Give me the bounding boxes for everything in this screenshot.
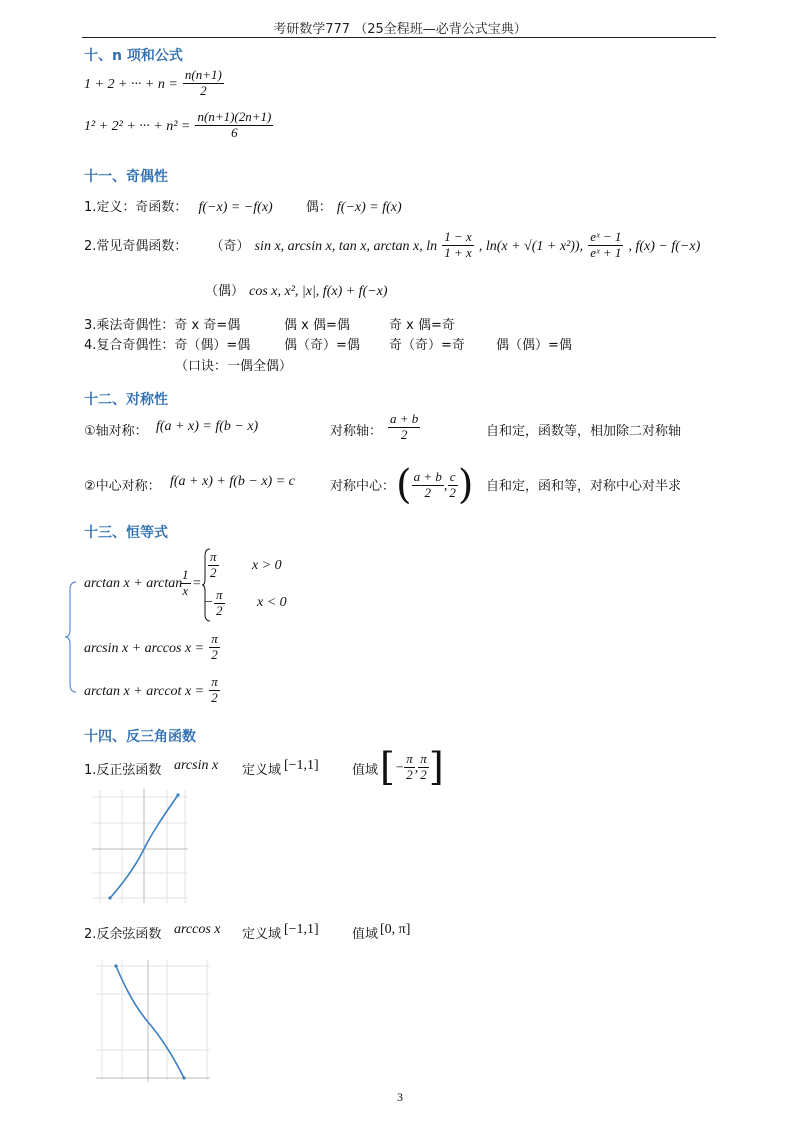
center-note: 自和定，函和等，对称中心对半求 [486,479,682,494]
odd-tag: （奇） [210,238,250,254]
odd-frac1-den: 1 + x [444,244,472,260]
comp-label: 4.复合奇偶性： [84,338,175,353]
id3-frac [209,675,220,706]
sum-formula-2 [84,110,273,141]
parity-definition [84,196,402,216]
identity-arctan-arccot [84,675,220,706]
id1-case2-frac [214,588,225,619]
sec11-title: 十一、奇偶性 [84,169,168,185]
acos-range-label: 值域 [352,927,379,942]
asin-range-label: 值域 [352,763,379,778]
def-even-label: 偶： [305,200,332,215]
paren-close: ) [457,462,474,508]
odd-list: sin x, arcsin x, tan x, arctan x, ln [254,238,438,254]
center-num1: a + b [413,468,442,484]
odd-frac2 [588,230,623,261]
common-even-functions [205,280,388,300]
axis-note: 自和定，函数等，相加除二对称轴 [486,424,682,439]
axis-sym-label: 对称轴： [330,424,383,439]
axis-label: ①轴对称： [84,424,148,439]
paren-open: ( [396,462,412,508]
asin-range-minus: − [394,760,405,776]
acos-range: [0, π] [380,922,411,937]
arccos-endpoint-left [114,964,117,967]
def-label: 1.定义：奇函数： [84,200,188,215]
acos-fn: arccos x [174,922,221,937]
id1-c2-sign: − [204,595,214,610]
center-comma: , [443,478,448,494]
common-odd-functions [84,230,700,261]
sum-formula-1 [84,68,224,99]
mul-1: 奇 x 奇=偶 [174,318,241,333]
center-point [396,462,474,508]
id2-lhs: arcsin x + arccos x = [84,640,205,656]
def-odd: f(−x) = −f(x) [198,200,273,215]
id1-c1-num: π [210,549,217,564]
asin-range-frac2 [418,752,429,783]
bracket-close: ] [428,745,444,789]
sec13-title: 十三、恒等式 [84,525,168,541]
odd-frac2-den: eˣ + 1 [590,244,622,260]
composition-parity [84,334,704,353]
arccos-curve [116,966,184,1078]
asin-domain-label: 定义域 [242,763,282,778]
identity-arcsin-arccos [84,632,220,663]
sec10-title: 十、n 项和公式 [84,48,183,64]
asin-range-num2: π [420,750,427,766]
odd-tail: , f(x) − f(−x) [628,238,701,254]
center-symmetry [84,462,714,509]
asin-range [380,745,444,789]
asin-range-comma: , [414,760,419,776]
comp-3: 奇（奇）=奇 [389,338,465,353]
asin-range-den1: 2 [406,766,413,782]
arccos-endpoint-right [182,1076,185,1079]
header-rule [82,37,716,38]
mul-2: 偶 x 偶=偶 [284,318,350,333]
sum2-lhs: 1² + 2² + ··· + n² = [84,118,191,134]
odd-frac1-num: 1 − x [444,229,472,244]
id1-c1-den: 2 [210,564,217,580]
page-header: 考研数学777 （25全程班—必背公式宝典） [273,22,527,37]
mnemonic: （口诀：一偶全偶） [175,359,293,374]
mul-3: 奇 x 偶=奇 [389,318,455,333]
sum2-num: n(n+1)(2n+1) [197,109,272,124]
asin-label: 1.反正弦函数 [84,763,162,778]
arccos-grid [96,960,210,1080]
id1-c2-cond: x < 0 [257,595,287,610]
comp-1: 奇（偶）=偶 [174,338,251,353]
sum1-num: n(n+1) [184,67,222,82]
acos-domain-label: 定义域 [242,927,282,942]
bracket-open: [ [380,745,395,789]
comp-2: 偶（奇）=偶 [284,338,360,353]
id1-frac-den: x [182,582,189,598]
arcsin-info [84,745,504,789]
id1-c2-num: π [216,587,223,602]
acos-label: 2.反余弦函数 [84,927,162,942]
center-den1: 2 [424,484,431,500]
axis-num: a + b [390,411,419,426]
id3-lhs: arctan x + arccot x = [84,683,205,699]
id2-den: 2 [211,646,218,662]
asin-domain: [−1,1] [284,758,319,773]
id1-lhs: arctan x + arctan [84,576,183,591]
center-sym-label: 对称中心： [330,479,396,494]
center-label: ②中心对称： [84,479,161,494]
sum2-frac [195,110,273,141]
asin-range-num1: π [406,750,413,766]
id2-frac [209,632,220,663]
sum2-den: 6 [231,124,238,140]
id1-case1-frac [208,550,219,581]
axis-frac [388,412,420,443]
sum1-frac [183,68,224,99]
sum1-lhs: 1 + 2 + ··· + n = [84,76,178,92]
center-den2: 2 [449,484,456,500]
acos-domain: [−1,1] [284,922,319,937]
arcsin-graph [90,785,190,905]
left-brace-icon [64,580,80,694]
odd-frac1 [442,230,474,261]
center-formula: f(a + x) + f(b − x) = c [170,474,295,489]
id2-num: π [211,631,218,646]
multiplication-parity [84,314,455,333]
axis-symmetry [84,412,714,452]
sec14-title: 十四、反三角函数 [84,729,196,745]
axis-den: 2 [400,426,408,442]
arcsin-endpoint-right [176,793,179,796]
page-number: 3 [397,1090,403,1104]
even-list: cos x, x², |x|, f(x) + f(−x) [249,284,388,299]
asin-fn: arcsin x [174,758,219,773]
id1-c1-cond: x > 0 [252,558,282,573]
sum1-den: 2 [200,82,207,98]
odd-ln2: , ln(x + √(1 + x²)), [478,238,584,254]
arccos-graph [92,958,212,1086]
center-num2: c [449,468,456,484]
asin-range-frac1 [404,752,415,783]
id1-eq: = [192,576,202,591]
comp-4: 偶（偶）=偶 [496,338,572,353]
id3-num: π [211,674,218,689]
center-frac2 [447,470,458,501]
common-label: 2.常见奇偶函数： [84,238,188,254]
asin-range-den2: 2 [420,766,427,782]
mul-label: 3.乘法奇偶性： [84,318,175,333]
center-frac1 [412,470,444,501]
def-even: f(−x) = f(x) [336,200,402,215]
id1-frac [180,568,191,599]
arcsin-endpoint-left [108,896,111,899]
arcsin-grid [92,790,188,903]
even-tag: （偶） [205,284,245,299]
sec12-title: 十二、对称性 [84,392,168,408]
id3-den: 2 [211,689,218,705]
identity-arctan-reciprocal [84,548,324,624]
id1-frac-num: 1 [182,567,189,582]
odd-frac2-num: eˣ − 1 [590,229,622,244]
id1-c2-den: 2 [216,602,223,618]
arccos-info [84,918,484,946]
axis-formula: f(a + x) = f(b − x) [156,419,259,434]
